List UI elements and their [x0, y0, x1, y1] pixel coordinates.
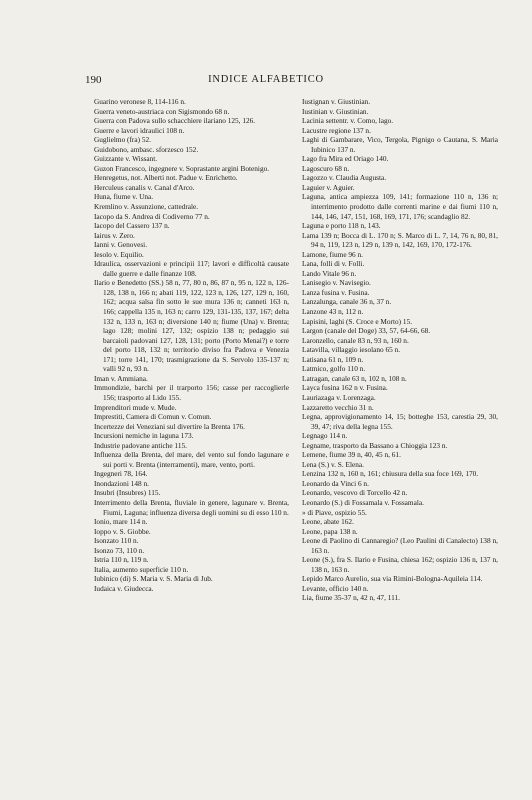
index-entry: Levante, officio 140 n. [302, 583, 369, 593]
index-entry: Lama 139 n; Bocca di L. 170 n; S. Marco di L. 7, 14, 76 n, 80, 81, 94 n, 119, 123 n, 129 n, 139 n, 142, 169, 170, 172-176. [302, 230, 498, 250]
index-entry: Latavilla, villaggio iesolano 65 n. [302, 345, 401, 355]
index-entry: Guglielmo (fra) 52. [94, 135, 151, 145]
index-entry: Leone (S.), fra S. Ilario e Fusina, chiesa 162; ospizio 136 n, 137 n, 138 n, 163 n. [302, 555, 498, 574]
index-entry: Guerra veneto-austriaca con Sigismondo 68 n. [94, 106, 230, 116]
index-entry: Leone, abate 162. [302, 517, 354, 527]
index-entry: Lepido Marco Aurelio, sua via Rimini-Bologna-Aquileia 114. [302, 574, 483, 584]
index-entry: Iacopo da S. Andrea di Codiverno 77 n. [94, 211, 210, 221]
index-entry: Latisana 61 n, 109 n. [302, 354, 364, 364]
index-entry: Guarino veronese 8, 114-116 n. [94, 97, 186, 106]
index-entry: Legna, approvigionamento 14, 15; botteghe 153, carestia 29, 30, 39, 47; riva della legna 155. [302, 412, 498, 431]
index-entry: Influenza della Brenta, del mare, del vento sul fondo lagunare e sui porti v. Brenta (interramenti), mare, vento, porti. [94, 450, 289, 469]
index-entry: Layca fusina 162 n v. Fusina. [302, 383, 388, 393]
index-column-right [302, 97, 498, 603]
index-entry: Laguier v. Aguier. [302, 182, 355, 192]
index-entry: Latmico, golfo 110 n. [302, 364, 366, 374]
index-entry: Iacopo del Cassero 137 n. [94, 221, 170, 231]
index-entry: Iubinico (di) S. Maria v. S. Maria di Jub. [94, 574, 213, 584]
index-entry: Lanisegio v. Navisegio. [302, 278, 371, 288]
index-entry: Lagozzo v. Claudia Augusta. [302, 173, 387, 183]
index-entry: Leonardo da Vinci 6 n. [302, 478, 369, 488]
index-entry: Iman v. Ammiana. [94, 373, 148, 383]
index-entry: Lando Vitale 96 n. [302, 268, 357, 278]
index-entry: Guidobono, ambasc. sforzesco 152. [94, 144, 199, 154]
index-entry: Lenzina 132 n, 160 n, 161; chiusura della sua foce 169, 170. [302, 469, 479, 479]
index-entry: Laguna e porto 118 n, 143. [302, 221, 381, 231]
index-entry: Interrimento della Brenta, fluviale in genere, lagunare v. Brenta, Fiumi, Laguna; influenza diversa degli uomini su di esso 110 n. [94, 497, 289, 517]
index-entry: Istria 110 n, 119 n. [94, 555, 149, 565]
index-entry: Legnago 114 n. [302, 431, 348, 441]
index-entry: Legname, trasporto da Bassano a Chioggia 123 n. [302, 440, 448, 450]
index-entry: Iesolo v. Equilio. [94, 249, 144, 259]
index-entry: Iustinian v. Giustinian. [302, 106, 369, 116]
index-entry: Inondazioni 148 n. [94, 478, 149, 488]
index-entry: Lemene, fiume 39 n, 40, 45 n, 61. [302, 450, 401, 460]
index-entry: Ilario e Benedetto (SS.) 58 n, 77, 80 n, 86, 87 n, 95 n, 122 n, 126-128, 138 n, 166 n; abati 119, 122, 123 n, 126, 127, 129 n, 160, 162; acqua salsa fin sotto le sue mura 136 n; canneti 163 n, 166; cappella 135 n, 163 n; carro 129, 131-135, 137, 167; delta 132 n, 133 n, 163 n; diversione 140 n; fiume (Una) v. Brenta; lago 128; molini 127, 132; ospizio 138 n; pedaggio sui barcaioli padovani 127, 128, 131; porto (Porto Menai?) e torre del porto 118, 132 n; territorio diviso fra Padova e Venezia 171; torre 141, 170; trasmigrazione da S. Servolo 135-137 n; valli 92 n, 93 n. [94, 278, 289, 374]
index-entry: Isonzato 110 n. [94, 536, 139, 546]
index-entry: Guizzante v. Wissant. [94, 154, 158, 164]
index-entry: Ioppo v. S. Giobbe. [94, 526, 151, 536]
index-entry: Iairus v. Zero. [94, 230, 135, 240]
index-entry: Latragan, canale 63 n, 102 n, 108 n. [302, 373, 407, 383]
index-entry: Incursioni nemiche in laguna 173. [94, 431, 194, 441]
index-entry: Industrie padovane antiche 115. [94, 440, 187, 450]
index-entry: Henregetus, not. Alberti not. Padue v. Enrichetto. [94, 173, 238, 183]
index-entry: Ionio, mare 114 n. [94, 517, 148, 527]
index-entry: Immondizie, barchi per il trarporto 156; casse per raccoglierle 156; trasporto al Lido 155. [94, 383, 289, 402]
index-entry: Kremlino v. Assunzione, cattedrale. [94, 202, 199, 212]
index-entry: Leone, papa 138 n. [302, 526, 358, 536]
index-entry: Incertezze dei Veneziani sul divertire la Brenta 176. [94, 421, 246, 431]
index-entry: Lacustre regione 137 n. [302, 125, 371, 135]
index-entry: Lauriazaga v. Lorenzaga. [302, 392, 376, 402]
index-entry: Lanza fusina v. Fusina. [302, 287, 370, 297]
index-entry: Lacinia settentr. v. Como, lago. [302, 116, 394, 126]
index-entry: Guerre e lavori idraulici 108 n. [94, 125, 185, 135]
index-entry: Lana, folli di v. Folli. [302, 259, 365, 269]
page-header [0, 74, 532, 88]
index-entry: Laguna, antica ampiezza 109, 141; formazione 110 n, 136 n; interrimento prodotto dalle correnti marine e dai fiumi 110 n, 144, 146, 147, 151, 168, 169, 171, 176; scandaglio 82. [302, 192, 498, 221]
index-entry: Italia, aumento superficie 110 n. [94, 564, 189, 574]
index-entry: Isonzo 73, 110 n. [94, 545, 145, 555]
page-number: 190 [85, 74, 102, 86]
index-entry: » di Piave, ospizio 55. [302, 507, 367, 517]
index-entry: Guzon Francesco, ingegnere v. Soprastante argini Botenigo. [94, 163, 270, 173]
index-entry: Lamone, fiume 96 n. [302, 249, 363, 259]
index-entry: Insubri (Insubres) 115. [94, 488, 161, 498]
index-entry: Leonardo, vescovo di Torcello 42 n. [302, 488, 408, 498]
index-column-left [94, 97, 289, 593]
index-entry: Ingegneri 78, 164. [94, 469, 148, 479]
index-entry: Lazzaretto vecchio 31 n. [302, 402, 374, 412]
index-entry: Guerra con Padova sullo schacchiere ilariano 125, 126. [94, 116, 256, 126]
index-entry: Iustignan v. Giustinian. [302, 97, 371, 106]
index-entry: Iudaica v. Giudecca. [94, 583, 154, 593]
index-entry: Lanzalunga, canale 36 n, 37 n. [302, 297, 392, 307]
index-entry: Lanzone 43 n, 112 n. [302, 307, 364, 317]
index-entry: Lena (S.) v. S. Elena. [302, 459, 364, 469]
index-entry: Laronzello, canale 83 n, 93 n, 160 n. [302, 335, 409, 345]
index-entry: Laghi di Gambarare, Vico, Tergola, Pignigo o Cautana, S. Maria Iubinico 137 n. [302, 135, 498, 154]
index-entry: Herculeus canalis v. Canal d'Arco. [94, 182, 195, 192]
index-entry: Imprenditori mude v. Mude. [94, 402, 177, 412]
index-entry: Ianni v. Genovesi. [94, 240, 148, 250]
index-entry: Lagoscuro 68 n. [302, 163, 350, 173]
index-entry: Leonardo (S.) di Fossamala v. Fossamala. [302, 497, 424, 507]
running-title: INDICE ALFABETICO [208, 74, 324, 85]
index-entry: Lapisini, laghi (S. Croce e Morto) 15. [302, 316, 413, 326]
index-entry: Huna, fiume v. Una. [94, 192, 154, 202]
index-entry: Imprestiti, Camera di Comun v. Comun. [94, 412, 212, 422]
index-entry: Lia, fiume 35-37 n, 42 n, 47, 111. [302, 593, 400, 603]
index-entry: Idraulica, osservazioni e principii 117; lavori e difficoltà causate dalle guerre e dalle finanze 108. [94, 259, 289, 278]
index-entry: Lago fra Mira ed Oriago 140. [302, 154, 389, 164]
index-entry: Leone di Paolino di Cannaregio? (Leo Paulini di Canalecto) 138 n, 163 n. [302, 536, 498, 555]
index-entry: Largon (canale del Doge) 33, 57, 64-66, 68. [302, 326, 431, 336]
